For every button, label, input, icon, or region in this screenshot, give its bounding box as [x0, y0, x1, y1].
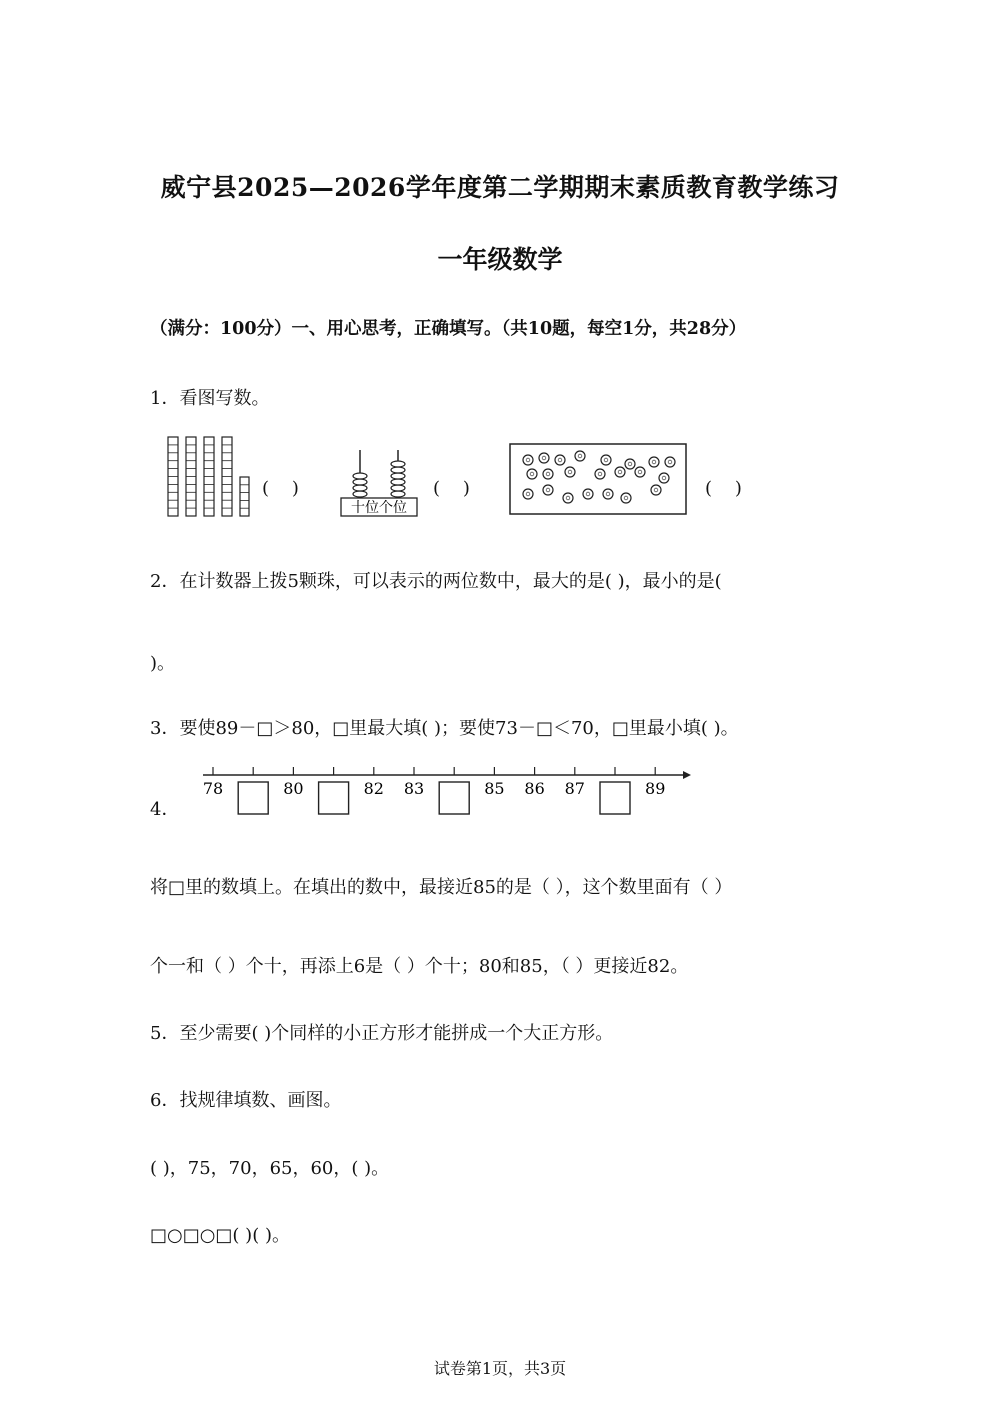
abacus-bead: [353, 479, 367, 485]
counter-dot: [555, 455, 565, 465]
exam-title: 威宁县2025—2026学年度第二学期期末素质教育教学练习: [160, 173, 840, 202]
abacus-label: 十位个位: [351, 500, 407, 516]
question-1-text: 1．看图写数。: [150, 388, 270, 409]
base-ten-blocks: [160, 432, 250, 522]
counter-dot: [601, 455, 611, 465]
number-line-label: 85: [484, 779, 505, 798]
abacus-bead: [353, 491, 367, 497]
counter-dot: [583, 489, 593, 499]
counter-dot: [651, 485, 661, 495]
abacus-bead: [391, 467, 405, 473]
counter-dot: [595, 469, 605, 479]
abacus-bead: [353, 473, 367, 479]
question-6-text: 6．找规律填数、画图。: [150, 1090, 342, 1111]
number-line-label: 89: [645, 779, 666, 798]
question-3-text: 3．要使89－□＞80，□里最大填( )；要使73－□＜70，□里最小填( )。: [150, 718, 739, 739]
exam-subtitle: 一年级数学: [437, 245, 563, 274]
counter-dot: [539, 453, 549, 463]
counter-dot: [523, 455, 533, 465]
question-5-text: 5．至少需要( )个同样的小正方形才能拼成一个大正方形。: [150, 1023, 614, 1044]
counter-dot: [649, 457, 659, 467]
number-line-label: 86: [524, 779, 545, 798]
counter-dot: [621, 493, 631, 503]
question-4-text-2: 个一和（ ）个十，再添上6是（ ）个十；80和85，（ ）更接近82。: [150, 956, 689, 977]
number-line-answer-box[interactable]: [319, 782, 349, 814]
counter-dot: [575, 451, 585, 461]
one-cube-column: [240, 477, 249, 516]
question-2-text: 2．在计数器上拨5颗珠，可以表示的两位数中，最大的是( )，最小的是(: [150, 571, 722, 592]
counter-dot: [603, 489, 613, 499]
counter-dot: [523, 489, 533, 499]
section-heading: （满分：100分）一、用心思考，正确填写。（共10题，每空1分，共28分）: [150, 319, 747, 339]
question-4-label: 4．: [150, 799, 180, 820]
question-4-text-1: 将□里的数填上。在填出的数中，最接近85的是（ ），这个数里面有（ ）: [150, 877, 733, 898]
abacus-bead: [353, 485, 367, 491]
q1-answer-blank-1[interactable]: ( ): [262, 478, 299, 499]
counter-dot: [635, 467, 645, 477]
abacus-bead: [391, 491, 405, 497]
dots-picture: [508, 442, 688, 516]
page-footer: 试卷第1页，共3页: [433, 1359, 567, 1378]
number-line-label: 78: [202, 779, 224, 798]
abacus-bead: [391, 485, 405, 491]
counter-dot: [563, 493, 573, 503]
abacus-counter: [338, 448, 420, 520]
number-line-answer-box[interactable]: [439, 782, 469, 814]
q1-answer-blank-3[interactable]: ( ): [705, 478, 742, 499]
counter-dot: [615, 467, 625, 477]
counter-dot: [659, 473, 669, 483]
counter-dot: [665, 457, 675, 467]
counter-dot: [565, 467, 575, 477]
number-line-label: 82: [363, 779, 384, 798]
number-line: [195, 762, 695, 822]
number-line-answer-box[interactable]: [238, 782, 268, 814]
question-2-text-end: )。: [150, 653, 176, 674]
question-6-shape-pattern: □○□○□( )( )。: [150, 1225, 290, 1246]
number-line-label: 83: [403, 779, 425, 798]
counter-dot: [527, 469, 537, 479]
abacus-bead: [391, 473, 405, 479]
abacus-bead: [391, 479, 405, 485]
question-6-sequence: ( )，75，70，65，60，( )。: [150, 1158, 390, 1179]
number-line-label: 80: [283, 779, 304, 798]
counter-dot: [543, 485, 553, 495]
number-line-label: 87: [564, 779, 585, 798]
abacus-bead: [391, 461, 405, 467]
number-line-answer-box[interactable]: [600, 782, 630, 814]
q1-answer-blank-2[interactable]: ( ): [433, 478, 470, 499]
counter-dot: [625, 459, 635, 469]
counter-dot: [543, 469, 553, 479]
